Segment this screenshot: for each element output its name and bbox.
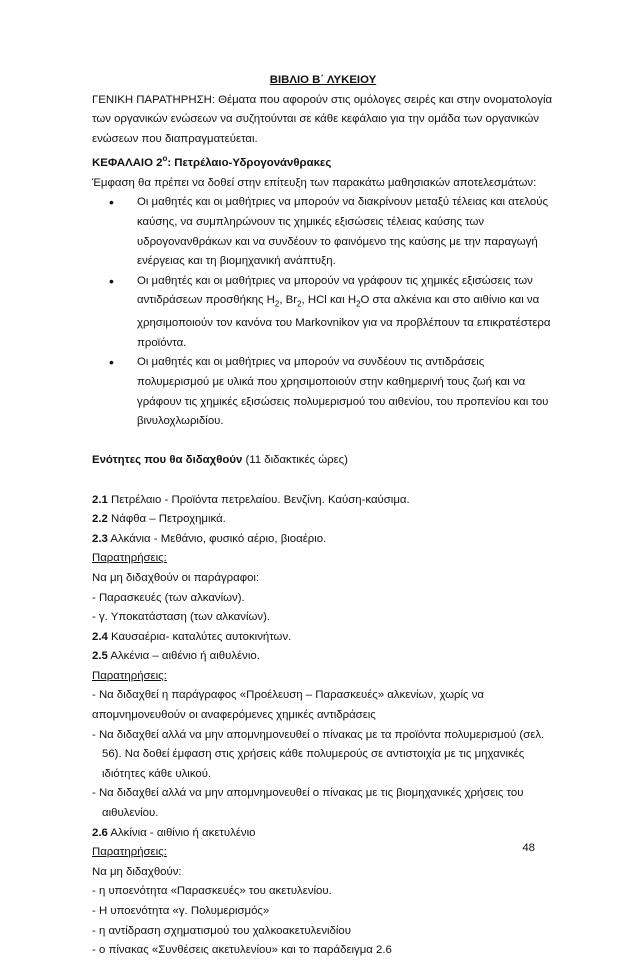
note-line: - γ. Υποκατάσταση (των αλκανίων). bbox=[92, 611, 271, 624]
note-line: αιθυλενίου. bbox=[102, 807, 159, 820]
list-item-line: γράφουν τις χημικές εξισώσεις πολυμερισμού του αιθενίου, του προπενίου και του bbox=[137, 395, 549, 408]
list-item bbox=[109, 353, 554, 431]
page-number: 48 bbox=[522, 842, 535, 854]
note-line: - Η υποενότητα «γ. Πολυμερισμός» bbox=[92, 905, 270, 918]
list-item-line bbox=[137, 291, 554, 314]
list-item bbox=[109, 193, 554, 271]
note-line: Να μη διδαχθούν: bbox=[92, 865, 182, 878]
section-number: 2.4 bbox=[92, 630, 108, 643]
text-run: , Br bbox=[279, 294, 298, 307]
notes-label: Παρατηρήσεις: bbox=[92, 669, 167, 682]
emphasis-intro: Έμφαση θα πρέπει να δοθεί στην επίτευξη των παρακάτω μαθησιακών αποτελεσμάτων: bbox=[92, 176, 537, 189]
general-note-line: ενώσεων που διαπραγματεύεται. bbox=[92, 132, 258, 145]
notes-label: Παρατηρήσεις: bbox=[92, 846, 167, 859]
units-heading bbox=[92, 451, 554, 471]
chapter-heading-post: : Πετρέλαιο-Υδρογονάνθρακες bbox=[167, 157, 332, 170]
section-entry bbox=[92, 628, 554, 648]
note-line: - Να διδαχθεί αλλά να μην απομνημονευθεί ο πίνακας με τις βιομηχανικές χρήσεις του bbox=[92, 787, 524, 800]
section-text: Αλκένια – αιθένιο ή αιθυλένιο. bbox=[107, 650, 260, 663]
list-item-line: χρησιμοποιούν τον κανόνα του Markovnikov για να προβλέπουν τα επικρατέστερα bbox=[137, 317, 551, 330]
section-text: Καυσαέρια- καταλύτες αυτοκινήτων. bbox=[107, 630, 292, 643]
chapter-heading-pre: ΚΕΦΑΛΑΙΟ 2 bbox=[92, 157, 163, 170]
section-number: 2.6 bbox=[92, 826, 108, 839]
section-entry bbox=[92, 491, 554, 511]
section-text: Αλκίνια - αιθίνιο ή ακετυλένιο bbox=[107, 826, 256, 839]
note-line: - ο πίνακας «Συνθέσεις ακετυλενίου» και το παράδειγμα 2.6 bbox=[92, 944, 392, 957]
note-line: απομνημονευθούν οι αναφερόμενες χημικές αντιδράσεις bbox=[92, 709, 376, 722]
section-text: Πετρέλαιο - Προϊόντα πετρελαίου. Βενζίνη. Καύση-καύσιμα. bbox=[107, 493, 410, 506]
list-item-line: ενέργειας και τη βιομηχανική ανάπτυξη. bbox=[137, 255, 336, 268]
note-line: Να μη διδαχθούν οι παράγραφοι: bbox=[92, 571, 260, 584]
note-line: - Παρασκευές (των αλκανίων). bbox=[92, 591, 245, 604]
section-entry bbox=[92, 647, 554, 667]
note-line: - Να διδαχθεί αλλά να μην απομνημονευθεί ο πίνακας με τα προϊόντα πολυμερισμού (σελ. bbox=[92, 728, 545, 741]
section-entry bbox=[92, 824, 554, 844]
list-item-line: • Οι μαθητές και οι μαθήτριες να μπορούν να γράφουν τις χημικές εξισώσεις των bbox=[137, 274, 533, 287]
text-run: αντιδράσεων προσθήκης H bbox=[137, 294, 275, 307]
general-note-line: των οργανικών ενώσεων να συζητούνται σε κάθε κεφάλαιο για την ομάδα των οργανικών bbox=[92, 113, 539, 126]
note-line: ιδιότητες κάθε υλικού. bbox=[102, 767, 212, 780]
section-text: Αλκάνια - Μεθάνιο, φυσικό αέριο, βιοαέριο. bbox=[107, 532, 327, 545]
chapter-heading-sup: ο bbox=[162, 154, 168, 164]
page-content bbox=[92, 71, 554, 961]
list-item-line: υδρογονανθράκων και να συνδέουν το φαινόμενο της καύσης με την παραγωγή bbox=[137, 235, 538, 248]
learning-outcomes-list bbox=[92, 193, 554, 431]
general-note-line: ΓΕΝΙΚΗ ΠΑΡΑΤΗΡΗΣΗ: Θέματα που αφορούν στις ομόλογες σειρές και στην ονοματολογία bbox=[92, 93, 553, 106]
subscript: 2 bbox=[297, 299, 302, 309]
list-item-line: • Οι μαθητές και οι μαθήτριες να μπορούν να συνδέουν τις αντιδράσεις bbox=[137, 356, 485, 369]
subscript: 2 bbox=[274, 299, 280, 309]
note-line: - η αντίδραση σχηματισμού του χαλκοακετυλενιδίου bbox=[92, 924, 351, 937]
section-number: 2.1 bbox=[92, 493, 108, 506]
section-number: 2.5 bbox=[92, 650, 108, 663]
units-heading-label: Ενότητες που θα διδαχθούν bbox=[92, 454, 243, 467]
list-item-line: καύσης, να συμπληρώνουν τις χημικές εξισώσεις τέλειας καύσης των bbox=[137, 215, 485, 228]
list-item-line: • Οι μαθητές και οι μαθήτριες να μπορούν να διακρίνουν μεταξύ τέλειας και ατελούς bbox=[137, 196, 548, 209]
section-entry bbox=[92, 530, 554, 550]
list-item-line: πολυμερισμού με υλικά που χρησιμοποιούν στην καθημερινή τους ζωή και να bbox=[137, 375, 526, 388]
text-run: O στα αλκένια και στο αιθίνιο και να bbox=[360, 294, 540, 307]
list-item-line: βινυλοχλωριδίου. bbox=[137, 415, 224, 428]
list-item bbox=[109, 272, 554, 354]
subscript: 2 bbox=[356, 299, 361, 309]
section-number: 2.3 bbox=[92, 532, 108, 545]
note-line: - Να διδαχθεί η παράγραφος «Προέλευση – Παρασκευές» αλκενίων, χωρίς να bbox=[92, 689, 484, 702]
units-hours: (11 διδακτικές ώρες) bbox=[242, 454, 348, 467]
section-number: 2.2 bbox=[92, 513, 108, 526]
note-line: 56). Να δοθεί έμφαση στις χρήσεις κάθε πολυμερούς σε αντιστοιχία με τις μηχανικές bbox=[102, 748, 525, 761]
section-text: Νάφθα – Πετροχημικά. bbox=[107, 513, 226, 526]
page-title: ΒΙΒΛΙΟ Β΄ ΛΥΚΕΙΟΥ bbox=[269, 74, 377, 86]
notes-label: Παρατηρήσεις: bbox=[92, 552, 167, 565]
section-entry bbox=[92, 510, 554, 530]
list-item-line: προϊόντα. bbox=[137, 336, 187, 349]
chapter-heading bbox=[92, 149, 554, 173]
text-run: , HCl και H bbox=[301, 294, 357, 307]
note-line: - η υποενότητα «Παρασκευές» του ακετυλενίου. bbox=[92, 885, 332, 898]
